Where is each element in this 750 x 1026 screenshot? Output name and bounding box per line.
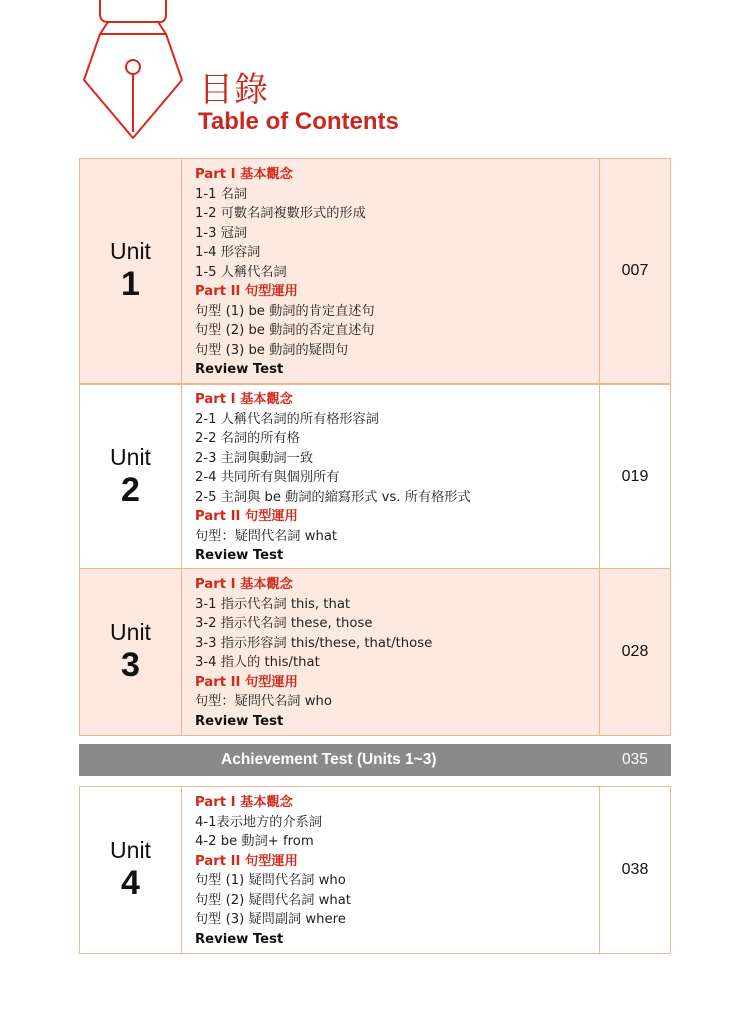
part-heading: Part I 基本觀念 bbox=[195, 795, 293, 810]
unit-row bbox=[79, 158, 671, 385]
review-test-item: Review Test bbox=[195, 713, 284, 729]
contents-item: 句型：疑問代名詞 who bbox=[195, 694, 332, 709]
part-heading: Part II 句型運用 bbox=[195, 509, 298, 524]
review-test-item: Review Test bbox=[195, 548, 284, 563]
contents-item: 3-1 指示代名詞 this, that bbox=[195, 596, 351, 612]
contents-item: 1-3 冠詞 bbox=[195, 225, 248, 241]
unit-word: Unit bbox=[110, 837, 151, 863]
contents-item: 句型 (3) 疑問副詞 where bbox=[195, 912, 346, 927]
contents-item: 3-4 指人的 this/that bbox=[195, 655, 320, 670]
page-number: 028 bbox=[600, 569, 671, 736]
unit-word: Unit bbox=[110, 443, 151, 470]
review-test-item: Review Test bbox=[195, 931, 284, 947]
contents-item: 2-4 共同所有與個別所有 bbox=[195, 470, 340, 485]
part-heading: Part I 基本觀念 bbox=[195, 392, 293, 407]
part-heading: Part I 基本觀念 bbox=[195, 167, 293, 182]
unit-word: Unit bbox=[110, 619, 151, 645]
contents-item: 句型 (1) 疑問代名詞 who bbox=[195, 873, 346, 888]
unit-number: 3 bbox=[121, 646, 140, 684]
achievement-test-bar bbox=[79, 744, 671, 776]
review-test-item: Review Test bbox=[195, 362, 284, 377]
contents-item: 1-2 可數名詞複數形式的形成 bbox=[195, 206, 366, 221]
unit-number: 2 bbox=[121, 470, 140, 509]
page-number: 019 bbox=[600, 384, 671, 571]
unit-contents bbox=[182, 159, 600, 385]
contents-item: 2-1 人稱代名詞的所有格形容詞 bbox=[195, 411, 379, 427]
page-number: 038 bbox=[600, 787, 671, 954]
unit-number: 1 bbox=[121, 265, 140, 304]
unit-row bbox=[79, 786, 671, 954]
contents-item: 1-1 名詞 bbox=[195, 186, 248, 202]
page-number: 007 bbox=[600, 159, 671, 385]
unit-row bbox=[79, 568, 671, 736]
contents-item: 句型 (3) be 動詞的疑問句 bbox=[195, 342, 349, 358]
unit-word: Unit bbox=[110, 238, 151, 265]
unit-contents bbox=[182, 384, 600, 571]
part-heading: Part II 句型運用 bbox=[195, 284, 298, 299]
contents-item: 2-3 主詞與動詞一致 bbox=[195, 450, 314, 466]
contents-item: 4-2 be 動詞+ from bbox=[195, 834, 314, 849]
contents-item: 句型：疑問代名詞 what bbox=[195, 528, 338, 544]
contents-item: 4-1表示地方的介系詞 bbox=[195, 814, 323, 830]
contents-item: 句型 (2) 疑問代名詞 what bbox=[195, 892, 351, 908]
achievement-test-page: 035 bbox=[622, 751, 648, 768]
pen-nib-icon bbox=[78, 0, 188, 140]
unit-label-cell bbox=[80, 384, 182, 571]
unit-contents bbox=[182, 787, 600, 954]
contents-item: 2-5 主詞與 be 動詞的縮寫形式 vs. 所有格形式 bbox=[195, 489, 471, 505]
unit-label-cell bbox=[80, 159, 182, 385]
contents-item: 3-2 指示代名詞 these, those bbox=[195, 616, 373, 631]
unit-row bbox=[79, 383, 671, 571]
part-heading: Part II 句型運用 bbox=[195, 674, 298, 690]
part-heading: Part I 基本觀念 bbox=[195, 577, 293, 592]
contents-item: 1-4 形容詞 bbox=[195, 245, 261, 260]
page-title-chinese: 目錄 bbox=[199, 70, 269, 110]
page-title-english: Table of Contents bbox=[198, 108, 399, 135]
contents-item: 1-5 人稱代名詞 bbox=[195, 264, 287, 280]
contents-item: 句型 (2) be 動詞的否定直述句 bbox=[195, 323, 375, 338]
contents-item: 句型 (1) be 動詞的肯定直述句 bbox=[195, 303, 375, 319]
unit-label-cell bbox=[80, 569, 182, 736]
unit-label-cell bbox=[80, 787, 182, 954]
contents-item: 3-3 指示形容詞 this/these, that/those bbox=[195, 635, 433, 651]
contents-item: 2-2 名詞的所有格 bbox=[195, 431, 300, 446]
unit-contents bbox=[182, 569, 600, 736]
unit-number: 4 bbox=[121, 864, 140, 902]
part-heading: Part II 句型運用 bbox=[195, 853, 298, 869]
achievement-test-title: Achievement Test (Units 1~3) bbox=[221, 751, 437, 768]
